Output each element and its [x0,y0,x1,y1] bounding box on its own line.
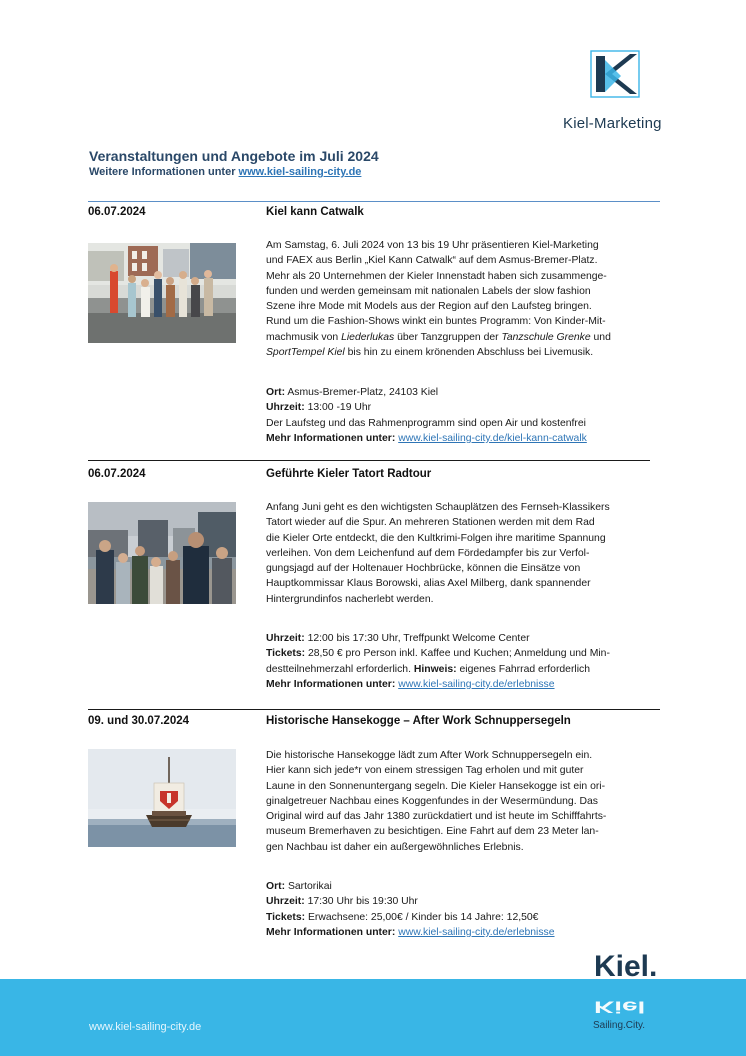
event-title: Kiel kann Catwalk [266,206,364,218]
catwalk-group-photo [88,243,236,343]
event-date: 06.07.2024 [88,206,146,218]
tagline: Sailing.City. [593,1020,646,1031]
description-line: die Kieler Orte entdeckt, die den Kultkrimi-Folgen ihre maritime Spannung [266,532,606,544]
event-title: Geführte Kieler Tatort Radtour [266,468,432,480]
description-line: und FAEX aus Berlin „Kiel Kann Catwalk“ auf dem Asmus-Bremer-Platz. [266,255,598,267]
more-info-label: Mehr Informationen unter: [266,432,396,444]
logo-wordmark: Kiel-Marketing [563,115,662,132]
description-line: ginalgetreuer Nachbau eines Koggenfundes in der Wesermündung. Das [266,795,598,807]
more-info-label: Mehr Informationen unter: [266,926,396,938]
kiel-sailing-city-logo [590,948,682,1028]
event-details [266,631,666,692]
subtitle-text: Weitere Informationen unter [89,166,239,178]
event-description [266,500,658,607]
event-description [266,238,658,360]
description-line: Szene ihre Mode mit Models aus der Region auf den Laufsteg bringen. [266,301,592,313]
time-label: Uhrzeit: [266,402,305,414]
description-line: Am Samstag, 6. Juli 2024 von 13 bis 19 Uhr präsentieren Kiel-Marketing [266,240,599,251]
description-line: Laune in den Sonnenuntergang segeln. Die Kieler Hansekogge ist ein ori- [266,780,606,792]
description-line: Mehr als 20 Unternehmen der Kieler Innenstadt haben sich zusammenge- [266,270,607,282]
description-line: museum Bremerhaven zu besichtigen. Eine Fahrt auf dem 23 Meter lan- [266,826,599,838]
page-subtitle [89,166,361,178]
event-note: Der Laufsteg und das Rahmenprogramm sind open Air und kostenfrei [266,417,586,429]
location-label: Ort: [266,881,286,892]
kiel-marketing-logo [590,50,640,98]
tickets-value: 28,50 € pro Person inkl. Kaffee und Kuchen; Anmeldung und Min- [307,648,610,660]
hint-value: eigenes Fahrrad erforderlich [459,663,591,675]
divider [88,709,660,710]
hansekogge-ship-photo [88,749,236,847]
more-info-label: Mehr Informationen unter: [266,678,396,690]
location-label: Ort: [266,387,286,398]
event-date: 09. und 30.07.2024 [88,715,190,727]
time-value: 13:00 -19 Uhr [307,402,372,414]
location-value: Asmus-Bremer-Platz, 24103 Kiel [287,387,439,398]
description-line: verleihen. Von dem Leichenfund auf dem Fördedampfer bis zur Verfol- [266,547,590,559]
event-date: 06.07.2024 [88,468,146,480]
description-line: Hier kann sich jede*r von einem stressigen Tag erholen und mit guter [266,765,584,777]
description-line: Rund um die Fashion-Shows winkt ein buntes Programm: Von Kinder-Mit- [266,316,606,328]
description-line: Tatort wieder auf die Spur. An mehreren Stationen werden mit dem Rad [266,517,595,529]
description-line: Hauptkommissar Klaus Borowski, alias Axel Milberg, dank spannender [266,578,591,590]
hint-label: Hinweis: [413,663,457,675]
description-line: Hintergrundinfos nacherlebt werden. [266,593,434,605]
description-line: Die historische Hansekogge lädt zum After Work Schnuppersegeln ein. [266,750,593,761]
description-line: machmusik von Liederlukas über Tanzgruppen der Tanzschule Grenke und [266,331,611,343]
location-value: Sartorikai [287,881,332,892]
divider [88,460,650,461]
footer-website[interactable]: www.kiel-sailing-city.de [89,1021,202,1033]
logo-mirror-text: Kiel [594,997,646,1017]
logo-word-text: Kiel. [594,950,658,983]
website-link[interactable]: www.kiel-sailing-city.de [238,166,362,178]
more-info-link[interactable]: www.kiel-sailing-city.de/erlebnisse [398,678,555,690]
description-line: Original wird auf das Jahr 1380 zurückdatiert und ist heute im Schifffahrts- [266,811,607,823]
more-info-link[interactable]: www.kiel-sailing-city.de/erlebnisse [398,926,555,938]
event-details [266,385,666,446]
page-title: Veranstaltungen und Angebote im Juli 2024 [89,148,379,164]
time-label: Uhrzeit: [266,896,305,908]
tickets-label: Tickets: [266,911,306,923]
description-line: funden und werden gemeinsam mit nationalen Labels der slow fashion [266,285,591,297]
description-line: gen Nachbau ist daher ein außergewöhnliches Erlebnis. [266,841,524,853]
divider [88,201,660,202]
event-description [266,748,658,855]
event-title: Historische Hansekogge – After Work Schnuppersegeln [266,715,571,727]
event-details [266,879,666,940]
time-value: 12:00 bis 17:30 Uhr, Treffpunkt Welcome Center [307,633,530,644]
tickets-value: Erwachsene: 25,00€ / Kinder bis 14 Jahre: 12,50€ [307,911,539,923]
tickets-label: Tickets: [266,648,306,660]
time-label: Uhrzeit: [266,633,305,644]
more-info-link[interactable]: www.kiel-sailing-city.de/kiel-kann-catwalk [398,432,587,444]
tatort-tour-photo [88,502,236,604]
description-line: SportTempel Kiel bis hin zu einem krönenden Abschluss bei Livemusik. [266,347,594,359]
tickets-value: destteilnehmerzahl erforderlich. [266,663,411,675]
description-line: Anfang Juni geht es den wichtigsten Schauplätzen des Fernseh-Klassikers [266,502,610,513]
description-line: gungsjagd auf der Holtenauer Hochbrücke, können die Einsätze von [266,563,581,575]
time-value: 17:30 Uhr bis 19:30 Uhr [307,896,418,908]
